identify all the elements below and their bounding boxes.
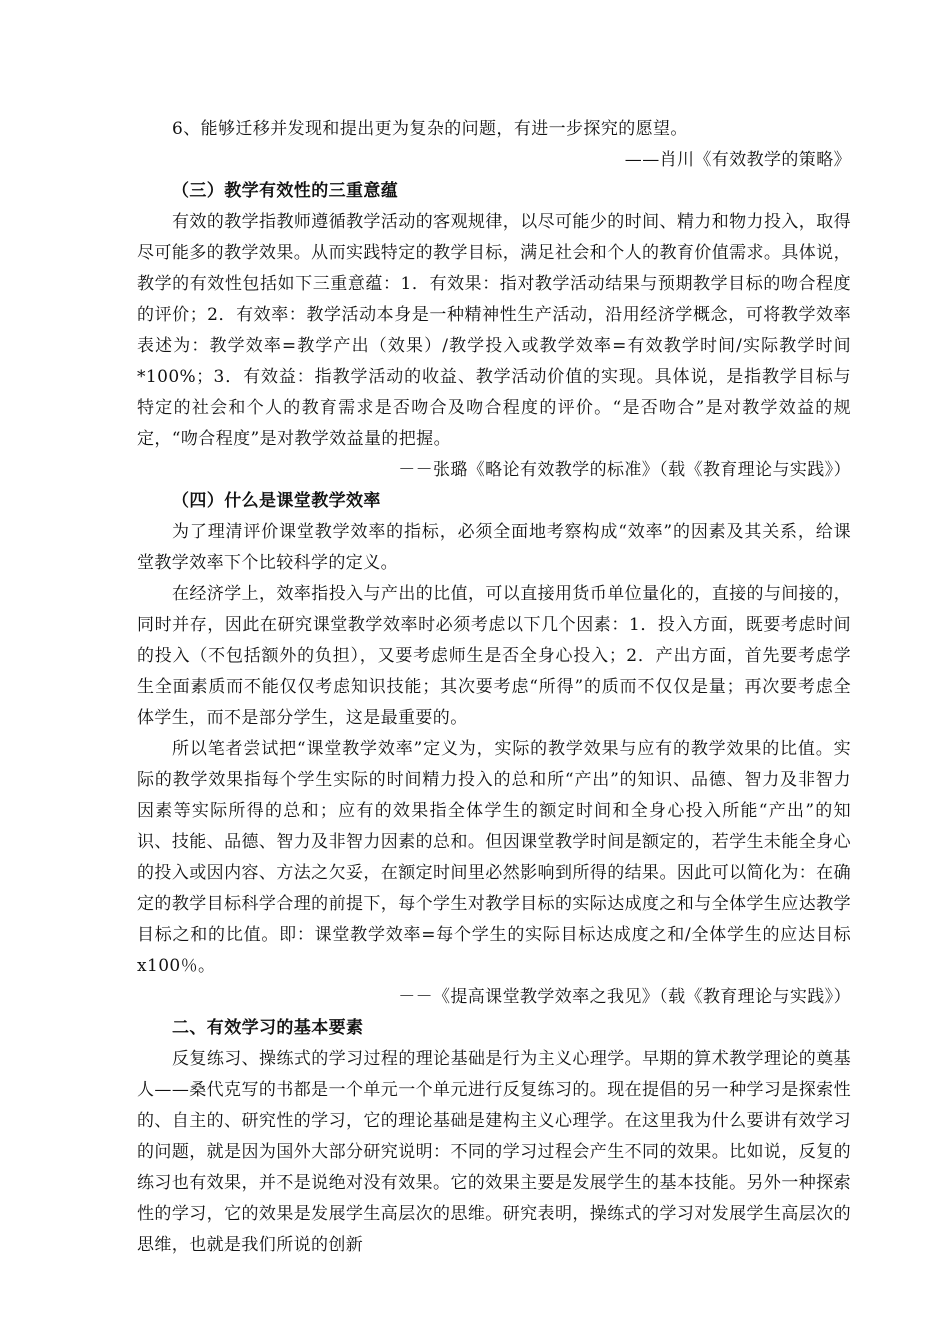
paragraph-efficiency-definition: 所以笔者尝试把“课堂教学效率”定义为，实际的教学效果与应有的教学效果的比值。实际的教学效果指每个学生实际的时间精力投入的总和所“产出”的知识、品德、智力及非智力因素等实际所得的总和；应有的效果指全体学生的额定时间和全身心投入所能“产出”的知识、技能、品德、智力及非智力因素的总和。但因课堂教学时间是额定的，若学生未能全身心的投入或因内容、方法之欠妥，在额定时间里必然影响到所得的结果。因此可以简化为：在确定的教学目标科学合理的前提下，每个学生对教学目标的实际达成度之和与全体学生应达教学目标之和的比值。即：课堂教学效率=每个学生的实际目标达成度之和/全体学生的应达目标 x100％。 bbox=[137, 739, 851, 976]
paragraph-effective-learning: 反复练习、操练式的学习过程的理论基础是行为主义心理学。早期的算术教学理论的奠基人——桑代克写的书都是一个单元一个单元进行反复练习的。现在提倡的另一种学习是探索性的、自主的、研究性的学习，它的理论基础是建构主义心理学。在这里我为什么要讲有效学习的问题，就是因为国外大部分研究说明：不同的学习过程会产生不同的效果。比如说，反复的练习也有效果，并不是说绝对没有效果。它的效果主要是发展学生的基本技能。另外一种探索性的学习，它的效果是发展学生高层次的思维。研究表明，操练式的学习对发展学生高层次的思维，也就是我们所说的创新 bbox=[137, 1049, 851, 1255]
section-heading-3: （三）教学有效性的三重意蕴 bbox=[172, 181, 399, 201]
section-heading-effective-learning: 二、有效学习的基本要素 bbox=[172, 1018, 364, 1038]
section-heading-4: （四）什么是课堂教学效率 bbox=[172, 491, 381, 511]
citation-zhanglu: －－张璐《略论有效教学的标准》（载《教育理论与实践》） bbox=[398, 460, 851, 480]
citation-xiaochuan: ——肖川《有效教学的策略》 bbox=[624, 150, 851, 170]
paragraph-efficiency-economics: 在经济学上，效率指投入与产出的比值，可以直接用货币单位量化的，直接的与间接的，同时并存，因此在研究课堂教学效率时必须考虑以下几个因素：1．投入方面，既要考虑时间的投入（不包括额外的负担），又要考虑师生是否全身心投入；2．产出方面，首先要考虑学生全面素质而不能仅仅考虑知识技能；其次要考虑“所得”的质而不仅仅是量；再次要考虑全体学生，而不是部分学生，这是最重要的。 bbox=[137, 584, 851, 728]
paragraph-effectiveness: 有效的教学指教师遵循教学活动的客观规律，以尽可能少的时间、精力和物力投入，取得尽可能多的教学效果。从而实践特定的教学目标，满足社会和个人的教育价值需求。具体说，教学的有效性包括如下三重意蕴：1．有效果：指对教学活动结果与预期教学目标的吻合程度的评价；2．有效率：教学活动本身是一种精神性生产活动，沿用经济学概念，可将教学效率表述为：教学效率=教学产出（效果）/教学投入或教学效率=有效教学时间/实际教学时间*100%；3．有效益：指教学活动的收益、教学活动价值的实现。具体说，是指教学目标与特定的社会和个人的教育需求是否吻合及吻合程度的评价。“是否吻合”是对教学效益的规定，“吻合程度”是对教学效益量的把握。 bbox=[137, 212, 851, 449]
document-body bbox=[137, 114, 851, 1261]
list-item-6: 6、能够迁移并发现和提出更为复杂的问题，有进一步探究的愿望。 bbox=[172, 119, 688, 139]
citation-classroom-efficiency: －－《提高课堂教学效率之我见》（载《教育理论与实践》） bbox=[398, 987, 851, 1007]
paragraph-efficiency-intro: 为了理清评价课堂教学效率的指标，必须全面地考察构成“效率”的因素及其关系，给课堂教学效率下个比较科学的定义。 bbox=[137, 522, 851, 573]
